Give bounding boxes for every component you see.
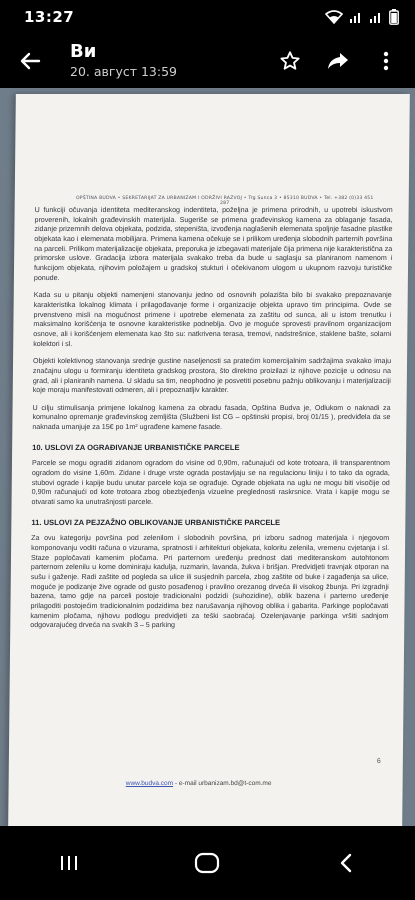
photo-viewer[interactable] [0, 88, 415, 826]
title-block [70, 41, 277, 81]
star-icon [279, 50, 301, 72]
signal-icon [369, 10, 383, 24]
star-button[interactable] [277, 48, 303, 74]
paragraph: Parcele se mogu ograditi zidanom ogradom do visine od 0,90m, računajući od kote trotoara, ili transparentnom ogradom do visine 1,60m. Zidane i druge vrste ograda postavljaju se na regulacionu liniju i to tako da ograda, stubovi ograde i kapije budu unutar parcele koja se ograđuje. Ograde objekata na uglu ne mogu biti visočije od 0,90m računajući od kote trotoara zbog obezbjeđenja vizuelne preglednosti raskrsnice. Vrata i kapije mogu se otvarati samo ka unutrašnjosti parcele. [31, 459, 391, 507]
paragraph: Za ovu kategoriju površina pod zelenilom i slobodnih površina, pri izboru sadnog materijala i njegovom komponovanju voditi računa o vizurama, spratnosti i arhitekturi objekata, koloritu zelenila, vremenu cvjetanja i sl. Staze popločavati kamenim pločama. Pri parternom uređenju prednost dati mediteranskom autohtonom parternom zelenilu u kome dominiraju kadulja, ruzmarin, lavanda, žukva i brišjan. Predvidjeti travnjak otporan na sušu i gaženje. Radi zaštite od pogleda sa ulice ili susjednih parcela, zbog zaštite od buke i zagađenja sa ulice, moguće je podizanje žive ograde od gusto posađenog i pravilno orezanog drveća ili visokog žbunja. Pri izgradnji bazena, tamo gdje na parceli postoje tradicionalni podzidi (suhozidine), oblik bazena i parterno uređenje prilagoditi postojećim tradicionalnim podzidima bez narušavanja njihovog oblika i gabarita. Parkinge popločavati kamenim pločama, njihovu podlogu predvidjeti za teški saobraćaj. Ozelenjavanje parkinga vršiti sadnjom odgovarajućeg drveća na svakih 3 – 5 parking [30, 534, 390, 630]
back-icon [338, 852, 354, 874]
wifi-icon [325, 10, 343, 24]
document-header: OPŠTINA BUDVA • SEKRETARIJAT ZA URBANIZAM I ODRŽIVI RAZVOJ • Trg Sunca 3 • 85310 BUDVA • Tel. +382 (0)33 451 287 [75, 196, 374, 206]
more-vert-icon [383, 50, 389, 72]
sender-name: Ви [70, 41, 97, 62]
status-time: 13:27 [24, 8, 75, 26]
app-bar [0, 34, 415, 88]
share-icon [326, 50, 350, 72]
home-icon [194, 852, 220, 874]
section-heading: 10. USLOVI ZA OGRAĐIVANJE URBANISTIČKE PARCELE [32, 442, 240, 452]
document-footer [9, 780, 389, 787]
document-photo [8, 94, 410, 828]
back-arrow-icon [19, 50, 41, 72]
signal-icon [349, 10, 363, 24]
paragraph: U cilju stimulisanja primjene lokalnog kamena za obradu fasada, Opština Budva je, Odlukom o naknadi za komunalno opremanje građevinskog zemljišta (Službeni list CG – opštinski propisi, broj 01/15 ), predviđela da se naknada umanjuje za 15€ po 1m² ugrađene kamene fasade. [32, 403, 391, 432]
app-bar-actions [277, 48, 399, 74]
share-button[interactable] [325, 48, 351, 74]
footer-website: www.budva.com [125, 780, 174, 787]
message-date: 20. август 13:59 [70, 64, 177, 79]
battery-icon [389, 9, 399, 25]
more-options-button[interactable] [373, 48, 399, 74]
footer-email: - e-mail urbanizam.bd@t-com.me [174, 780, 272, 787]
document-body [30, 206, 393, 639]
recents-button[interactable] [39, 838, 99, 888]
navigation-bar [0, 826, 415, 900]
nav-back-button[interactable] [316, 838, 376, 888]
status-bar [0, 0, 415, 34]
recents-icon [59, 853, 79, 873]
status-icons [325, 9, 399, 25]
paragraph: U funkciji očuvanja identiteta mediteranskog indentiteta, poželjna je primena prirodnih, u upotrebi iskustvom proverenih, lokalnih građevinskih materijala. Sugeriše se primena građevinskog kamena za oblaganje fasada, zidanje prizemnih delova objekata, podzida, stepeništa, izvođenja naglašenih elemenata spoljnje fasadne plastike objekata kao i elemenata mobilijara. Primena kamena očekuje se i prilikom uređenja slobodnih parternih površina na parceli. Prilikom materijalizacije objekata, preporuka je izbegavati materijale čija primena nije karakteristična za primorske uslove. Gradacija izbora materijala svakako treba da bude u saglasju sa planiranom namenom i funkcijom objekata, njihovim položajem u gradskoj stukturi i očekivanom ulogom u ukupnom razvoju turističke ponude. [33, 206, 393, 282]
section-heading: 11. USLOVI ZA PEJZAŽNO OBLIKOVANJE URBANISTIČKE PARCELE [31, 517, 281, 527]
page-number: 6 [376, 758, 381, 765]
home-button[interactable] [177, 838, 237, 888]
paragraph: Kada su u pitanju objekti namenjeni stanovanju jedno od osnovnih polazišta bilo bi svakako prepoznavanje karakteristika lokalnog klimata i prilagođavanje forme i organizacije objekta upravo tim principima. Ovde se prvenstveno misli na mogućnost primene i upotrebe elemenata za zaštitu od sunca, ali u istom trenutku i maksimalno korišćenja te osnovne karakteristike podneblja. Ovo je moguće sprovesti pravilnom organizacijom osnove, ali i korišćenjem elemenata kao što su: natkrivena terasa, tremovi, nadstrešnice, staklene bašte, solarni kolektori i sl. [33, 291, 392, 348]
back-button[interactable] [12, 43, 48, 79]
paragraph: Objekti kolektivnog stanovanja srednje gustine naseljenosti sa pratećim komercijalnim sadržajima svakako imaju značajnu ulogu u formiranju identiteta gradskog prostora, što direktno proizilazi iz njihove pozicije u odnosu na grad, ali i planiranih namena. U skladu sa tim, neophodno je posvetiti posebnu pažnju oblikovanju i materijalizaciji koje moraju manifestovati odmeren, ali i prepoznatljiv karakter. [32, 357, 392, 395]
